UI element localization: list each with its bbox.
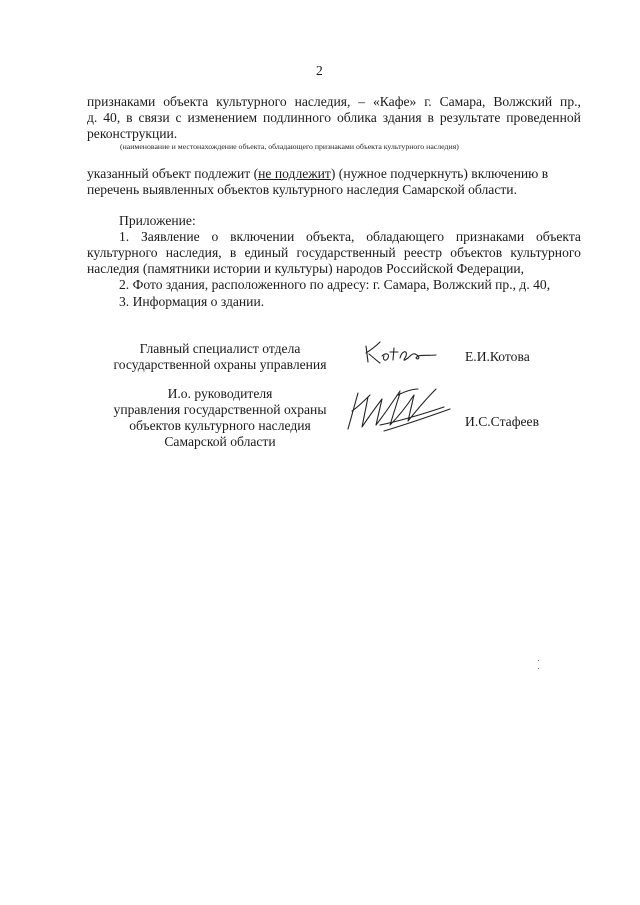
word: наследия, — [165, 245, 222, 260]
signature-1-image — [360, 338, 440, 368]
scan-speck — [538, 668, 539, 669]
subject-line-2: перечень выявленных объектов культурного наследия Самарской области. — [87, 182, 517, 197]
page-number: 2 — [316, 63, 323, 78]
word: единый — [244, 245, 289, 260]
word: объектов — [450, 245, 503, 260]
word: Самара, — [439, 94, 486, 109]
signatory-2-position-line-3: объектов культурного наследия — [129, 418, 311, 433]
word: реестр — [403, 245, 443, 260]
word: связи — [138, 110, 170, 125]
appendix-heading: Приложение: — [119, 213, 196, 228]
word: здания — [382, 110, 422, 125]
scan-speck — [538, 660, 539, 661]
signatory-2-name: И.С.Стафеев — [465, 414, 540, 429]
signature-2-image — [340, 385, 460, 437]
appendix-item-1-line-3: наследия (памятники истории и культуры) народов Российской Федерации, — [87, 261, 525, 276]
word: объекта — [535, 229, 581, 244]
signatory-2-position-line-1: И.о. руководителя — [167, 386, 273, 401]
intro-line-1 — [87, 94, 581, 110]
word: о — [211, 229, 219, 244]
word: 1. — [119, 229, 130, 244]
word: объекта, — [306, 229, 355, 244]
word: подлинного — [263, 110, 332, 125]
word: признаками — [87, 94, 156, 109]
word: проведенной — [506, 110, 581, 125]
word: с — [175, 110, 182, 125]
word: облика — [336, 110, 377, 125]
intro-line-2 — [87, 110, 581, 126]
signatory-1-position-line-2: государственной охраны управления — [113, 357, 327, 372]
appendix-item-2: 2. Фото здания, расположенного по адресу: г. Самара, Волжский пр., д. 40, — [119, 277, 551, 292]
word: культурного — [510, 245, 581, 260]
word: – — [358, 94, 366, 109]
word: Волжский — [493, 94, 553, 109]
word: включении — [230, 229, 295, 244]
word: признаками — [455, 229, 525, 244]
word: результате — [439, 110, 501, 125]
object-caption: (наименование и местонахождение объекта, обладающего признаками объекта культурного наследия) — [120, 142, 459, 151]
word: объекта — [163, 94, 209, 109]
word: культурного — [216, 94, 287, 109]
signatory-2-position-line-4: Самарской области — [164, 434, 276, 449]
word: 40, — [103, 110, 121, 125]
signatory-1-name: Е.И.Котова — [465, 349, 530, 364]
word: государственный — [296, 245, 396, 260]
subject-text-end: ) (нужное подчеркнуть) включению в — [330, 166, 549, 181]
word: изменением — [187, 110, 258, 125]
word: в — [126, 110, 133, 125]
word: д. — [87, 110, 98, 125]
word: г. — [424, 94, 432, 109]
subject-text-start: указанный объект подлежит ( — [87, 166, 259, 181]
word: пр., — [560, 94, 581, 109]
appendix-item-3: 3. Информация о здании. — [119, 294, 265, 309]
signatory-2-position-line-2: управления государственной охраны — [113, 402, 327, 417]
subject-underlined-option: не подлежит — [258, 166, 331, 181]
appendix-item-1-line-1 — [119, 229, 581, 245]
appendix-item-1-line-2 — [87, 245, 581, 261]
word: «Кафе» — [372, 94, 417, 109]
intro-line-3: реконструкции. — [87, 126, 178, 141]
word: в — [229, 245, 237, 260]
signatory-1-position-line-1: Главный специалист отдела — [139, 341, 301, 356]
word: наследия, — [294, 94, 351, 109]
word: в — [427, 110, 434, 125]
word: культурного — [87, 245, 158, 260]
word: обладающего — [366, 229, 445, 244]
word: Заявление — [140, 229, 200, 244]
subject-line-1 — [87, 166, 548, 182]
